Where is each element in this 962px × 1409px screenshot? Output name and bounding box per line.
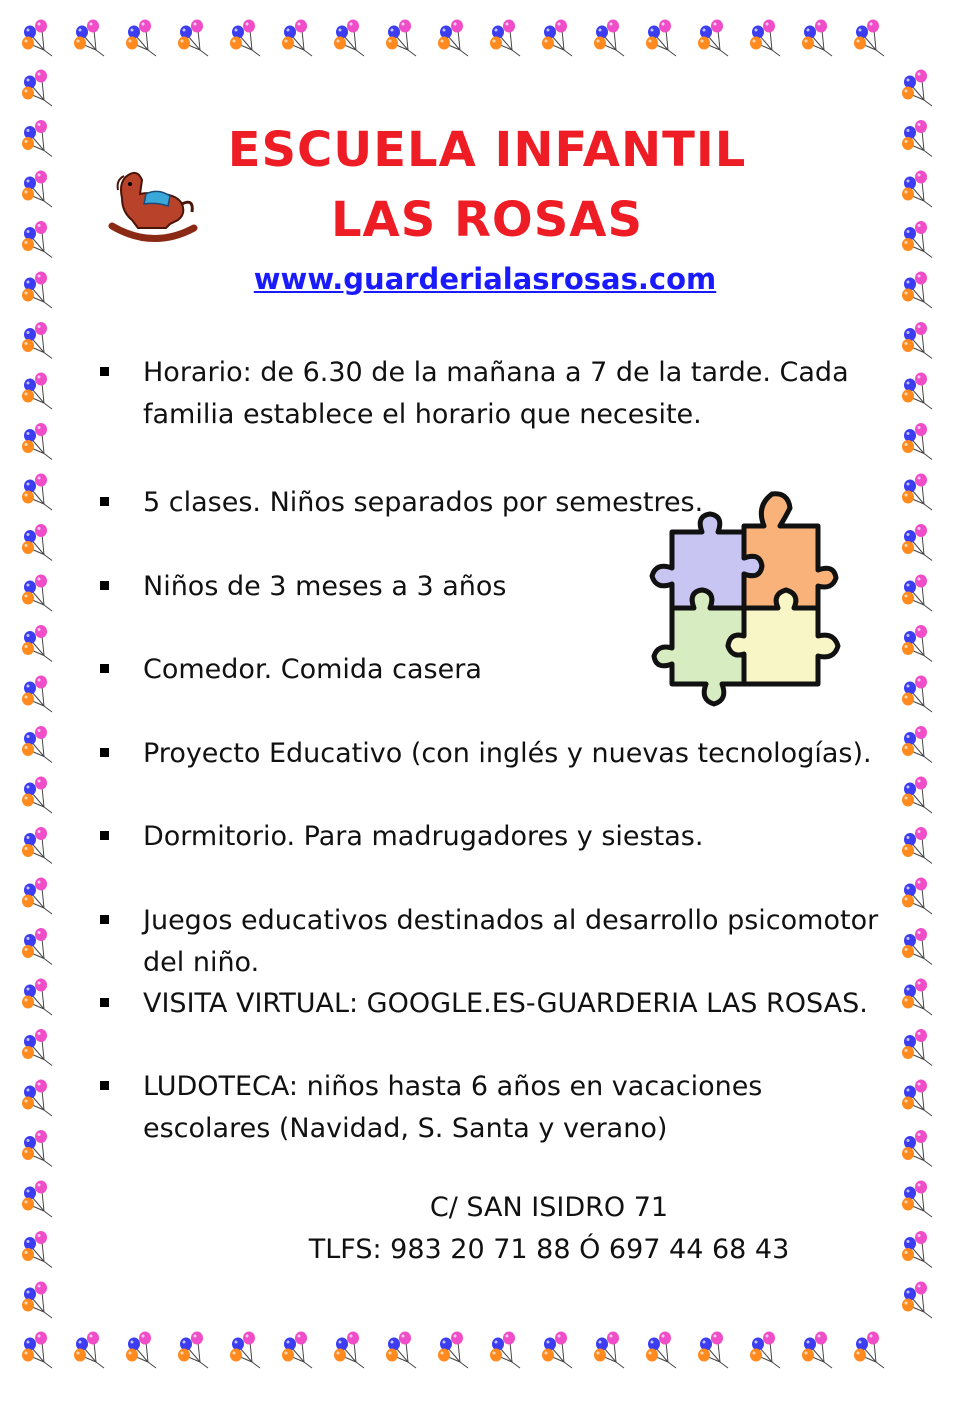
- balloon-bunch-icon: [386, 1332, 416, 1369]
- list-item-schedule: [100, 352, 890, 436]
- bullet-square-icon: [100, 664, 109, 673]
- balloon-bunch-icon: [22, 373, 52, 410]
- rocking-horse-icon: [108, 168, 198, 250]
- list-item-project: [100, 733, 890, 775]
- balloon-bunch-icon: [22, 575, 52, 612]
- balloon-bunch-icon: [22, 474, 52, 511]
- bullet-square-icon: [100, 367, 109, 376]
- balloon-bunch-icon: [902, 373, 932, 410]
- balloon-bunch-icon: [902, 777, 932, 814]
- list-item-games: [100, 900, 890, 984]
- balloon-bunch-icon: [22, 1181, 52, 1218]
- list-item-text: Dormitorio. Para madrugadores y siestas.: [143, 821, 704, 852]
- balloon-bunch-icon: [902, 474, 932, 511]
- balloon-bunch-icon: [22, 1130, 52, 1167]
- balloon-bunch-icon: [542, 20, 572, 57]
- list-item-text: Horario: de 6.30 de la mañana a 7 de la tarde. Cada familia establece el horario que necesite.: [143, 357, 849, 430]
- balloon-bunch-icon: [22, 1080, 52, 1117]
- balloon-bunch-icon: [74, 1332, 104, 1369]
- balloon-bunch-icon: [646, 20, 676, 57]
- balloon-bunch-icon: [802, 1332, 832, 1369]
- list-item-text: 5 clases. Niños separados por semestres.: [143, 487, 704, 518]
- list-item-virtual-visit: [100, 983, 890, 1025]
- bullet-square-icon: [100, 748, 109, 757]
- balloon-bunch-icon: [902, 827, 932, 864]
- balloon-bunch-icon: [902, 70, 932, 107]
- balloon-bunch-icon: [902, 726, 932, 763]
- balloon-bunch-icon: [902, 928, 932, 965]
- list-item-text: LUDOTECA: niños hasta 6 años en vacaciones escolares (Navidad, S. Santa y verano): [143, 1071, 763, 1144]
- balloon-bunch-icon: [22, 524, 52, 561]
- balloon-bunch-icon: [126, 20, 156, 57]
- balloon-bunch-icon: [230, 20, 260, 57]
- bullet-square-icon: [100, 998, 109, 1007]
- balloon-bunch-icon: [22, 1332, 52, 1369]
- balloon-bunch-icon: [74, 20, 104, 57]
- balloon-bunch-icon: [22, 979, 52, 1016]
- balloon-bunch-icon: [902, 676, 932, 713]
- balloon-bunch-icon: [22, 878, 52, 915]
- balloon-bunch-icon: [22, 70, 52, 107]
- balloon-bunch-icon: [698, 20, 728, 57]
- balloon-bunch-icon: [802, 20, 832, 57]
- balloon-bunch-icon: [902, 575, 932, 612]
- balloon-bunch-icon: [854, 20, 884, 57]
- balloon-bunch-icon: [22, 928, 52, 965]
- balloon-bunch-icon: [902, 878, 932, 915]
- balloon-bunch-icon: [902, 1029, 932, 1066]
- bullet-square-icon: [100, 915, 109, 924]
- balloon-bunch-icon: [22, 777, 52, 814]
- balloon-bunch-icon: [22, 1029, 52, 1066]
- balloon-bunch-icon: [902, 423, 932, 460]
- balloon-bunch-icon: [22, 1231, 52, 1268]
- balloon-bunch-icon: [902, 524, 932, 561]
- list-item-dormitory: [100, 816, 890, 858]
- balloon-bunch-icon: [22, 625, 52, 662]
- balloon-bunch-icon: [542, 1332, 572, 1369]
- balloon-bunch-icon: [178, 1332, 208, 1369]
- list-item-dining: [100, 649, 890, 691]
- balloon-bunch-icon: [902, 1080, 932, 1117]
- balloon-bunch-icon: [902, 979, 932, 1016]
- bullet-square-icon: [100, 1081, 109, 1090]
- phone-numbers: TLFS: 983 20 71 88 Ó 697 44 68 43: [308, 1234, 790, 1265]
- balloon-bunch-icon: [902, 625, 932, 662]
- list-item-text: Juegos educativos destinados al desarrollo psicomotor del niño.: [143, 905, 879, 978]
- balloon-bunch-icon: [594, 20, 624, 57]
- address: C/ SAN ISIDRO 71: [429, 1192, 669, 1223]
- balloon-bunch-icon: [490, 20, 520, 57]
- balloon-bunch-icon: [854, 1332, 884, 1369]
- list-item-ages: [100, 566, 890, 608]
- balloon-bunch-icon: [334, 20, 364, 57]
- list-item-text: Comedor. Comida casera: [143, 654, 482, 685]
- balloon-bunch-icon: [178, 20, 208, 57]
- balloon-bunch-icon: [126, 1332, 156, 1369]
- list-item-text: VISITA VIRTUAL: GOOGLE.ES-GUARDERIA LAS ROSAS.: [143, 988, 868, 1019]
- balloon-bunch-icon: [334, 1332, 364, 1369]
- balloon-bunch-icon: [22, 20, 52, 57]
- title-line-1: ESCUELA INFANTIL: [227, 122, 747, 178]
- list-item-classes: [100, 482, 890, 524]
- balloon-bunch-icon: [22, 1282, 52, 1319]
- balloon-bunch-icon: [646, 1332, 676, 1369]
- balloon-bunch-icon: [386, 20, 416, 57]
- balloon-bunch-icon: [230, 1332, 260, 1369]
- balloon-bunch-icon: [282, 1332, 312, 1369]
- list-item-text: Proyecto Educativo (con inglés y nuevas tecnologías).: [143, 738, 872, 769]
- balloon-bunch-icon: [22, 827, 52, 864]
- balloon-bunch-icon: [22, 676, 52, 713]
- balloon-bunch-icon: [282, 20, 312, 57]
- website-link[interactable]: www.guarderialasrosas.com: [253, 262, 717, 296]
- balloon-bunch-icon: [438, 20, 468, 57]
- balloon-bunch-icon: [698, 1332, 728, 1369]
- list-item-text: Niños de 3 meses a 3 años: [143, 571, 507, 602]
- balloon-bunch-icon: [22, 726, 52, 763]
- title-line-2: LAS ROSAS: [330, 192, 644, 248]
- balloon-bunch-icon: [750, 1332, 780, 1369]
- balloon-bunch-icon: [594, 1332, 624, 1369]
- balloon-bunch-icon: [902, 322, 932, 359]
- balloon-bunch-icon: [902, 1282, 932, 1319]
- bullet-square-icon: [100, 831, 109, 840]
- balloon-bunch-icon: [22, 423, 52, 460]
- list-item-ludoteca: [100, 1066, 890, 1150]
- balloon-bunch-icon: [22, 322, 52, 359]
- balloon-bunch-icon: [438, 1332, 468, 1369]
- bullet-square-icon: [100, 581, 109, 590]
- balloon-bunch-icon: [750, 20, 780, 57]
- balloon-bunch-icon: [490, 1332, 520, 1369]
- balloon-bunch-icon: [902, 1130, 932, 1167]
- bullet-square-icon: [100, 497, 109, 506]
